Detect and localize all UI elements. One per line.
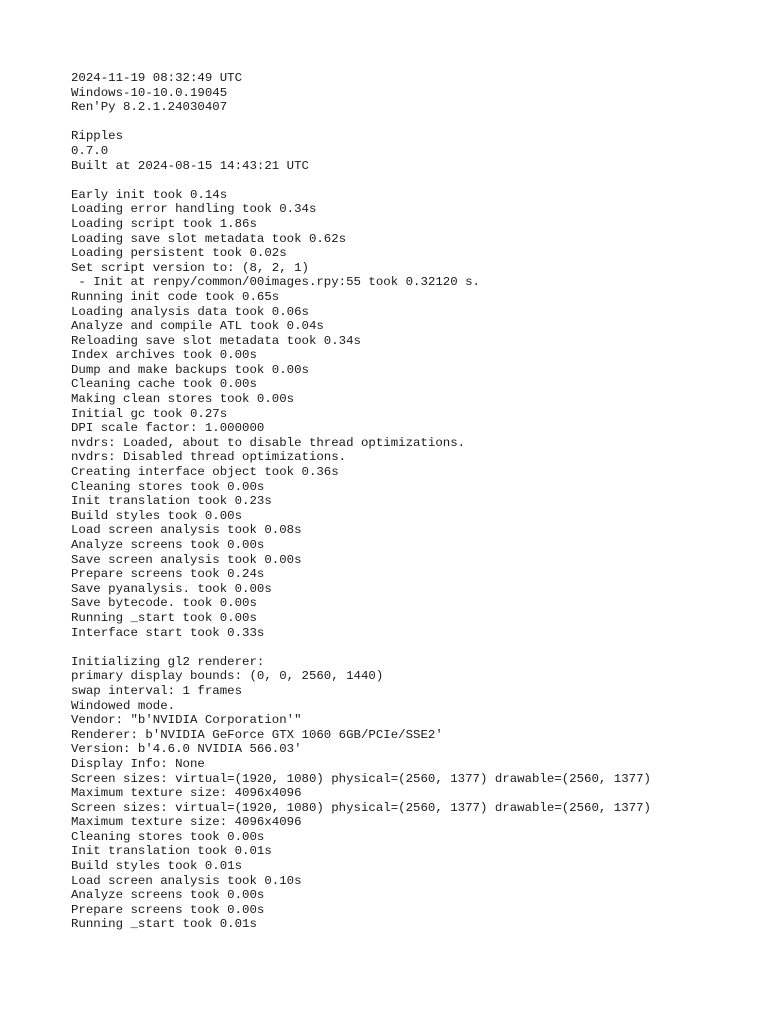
log-line: Init translation took 0.23s: [71, 494, 272, 509]
log-line: Maximum texture size: 4096x4096: [71, 815, 302, 830]
log-line: Cleaning cache took 0.00s: [71, 377, 257, 392]
log-line: Making clean stores took 0.00s: [71, 392, 295, 407]
log-line: Loading error handling took 0.34s: [71, 202, 317, 217]
log-line: Reloading save slot metadata took 0.34s: [71, 333, 361, 348]
log-line: Initializing gl2 renderer:: [71, 654, 265, 669]
log-line: DPI scale factor: 1.000000: [71, 421, 265, 436]
log-line: Loading save slot metadata took 0.62s: [71, 231, 347, 246]
log-line: Build styles took 0.00s: [71, 508, 243, 523]
log-line: 0.7.0: [71, 143, 109, 158]
log-line: Prepare screens took 0.00s: [71, 902, 265, 917]
log-line: Maximum texture size: 4096x4096: [71, 786, 302, 801]
log-line: Index archives took 0.00s: [71, 348, 257, 363]
log-line: Prepare screens took 0.24s: [71, 567, 265, 582]
log-line: Analyze screens took 0.00s: [71, 888, 265, 903]
log-line: Vendor: "b'NVIDIA Corporation'": [71, 713, 302, 728]
log-line: Ripples: [71, 129, 124, 144]
log-line: Running init code took 0.65s: [71, 289, 280, 304]
log-line: Build styles took 0.01s: [71, 859, 243, 874]
log-line: nvdrs: Disabled thread optimizations.: [71, 450, 347, 465]
log-line: Loading script took 1.86s: [71, 216, 257, 231]
log-line: Screen sizes: virtual=(1920, 1080) physical=(2560, 1377) drawable=(2560, 1377): [71, 800, 651, 815]
log-line: Init translation took 0.01s: [71, 844, 272, 859]
log-line: Loading analysis data took 0.06s: [71, 304, 309, 319]
log-line: Dump and make backups took 0.00s: [71, 362, 309, 377]
log-line: Cleaning stores took 0.00s: [71, 829, 265, 844]
log-line: Ren'Py 8.2.1.24030407: [71, 100, 228, 115]
log-line: Early init took 0.14s: [71, 187, 228, 202]
log-line: Running _start took 0.00s: [71, 610, 257, 625]
log-line: Creating interface object took 0.36s: [71, 465, 339, 480]
log-line: Load screen analysis took 0.08s: [71, 523, 302, 538]
log-line: Loading persistent took 0.02s: [71, 246, 287, 261]
log-line: Windowed mode.: [71, 698, 176, 713]
log-line: Save bytecode. took 0.00s: [71, 596, 257, 611]
log-line: Windows-10-10.0.19045: [71, 85, 228, 100]
log-line: nvdrs: Loaded, about to disable thread optimizations.: [71, 435, 466, 450]
blank-line: [71, 173, 751, 188]
log-line: Set script version to: (8, 2, 1): [71, 260, 309, 275]
log-line: Load screen analysis took 0.10s: [71, 873, 302, 888]
log-line: primary display bounds: (0, 0, 2560, 1440): [71, 669, 384, 684]
log-line: - Init at renpy/common/00images.rpy:55 took 0.32120 s.: [71, 275, 480, 290]
log-line: Cleaning stores took 0.00s: [71, 479, 265, 494]
log-line: Display Info: None: [71, 756, 205, 771]
log-line: Interface start took 0.33s: [71, 625, 265, 640]
log-line: Renderer: b'NVIDIA GeForce GTX 1060 6GB/PCIe/SSE2': [71, 727, 443, 742]
blank-line: [71, 115, 751, 130]
log-line: Analyze screens took 0.00s: [71, 538, 265, 552]
log-line: Save pyanalysis. took 0.00s: [71, 581, 272, 596]
log-line: Screen sizes: virtual=(1920, 1080) physical=(2560, 1377) drawable=(2560, 1377): [71, 771, 651, 786]
log-line: swap interval: 1 frames: [71, 683, 243, 698]
log-line: Initial gc took 0.27s: [71, 406, 228, 421]
log-line: 2024-11-19 08:32:49 UTC: [71, 71, 243, 85]
log-line: Analyze and compile ATL took 0.04s: [71, 319, 324, 334]
log-line: Version: b'4.6.0 NVIDIA 566.03': [71, 742, 302, 757]
blank-line: [71, 640, 751, 655]
log-line: Running _start took 0.01s: [71, 917, 257, 932]
log-document: [71, 71, 751, 932]
log-line: Built at 2024-08-15 14:43:21 UTC: [71, 158, 309, 173]
log-line: Save screen analysis took 0.00s: [71, 552, 302, 567]
